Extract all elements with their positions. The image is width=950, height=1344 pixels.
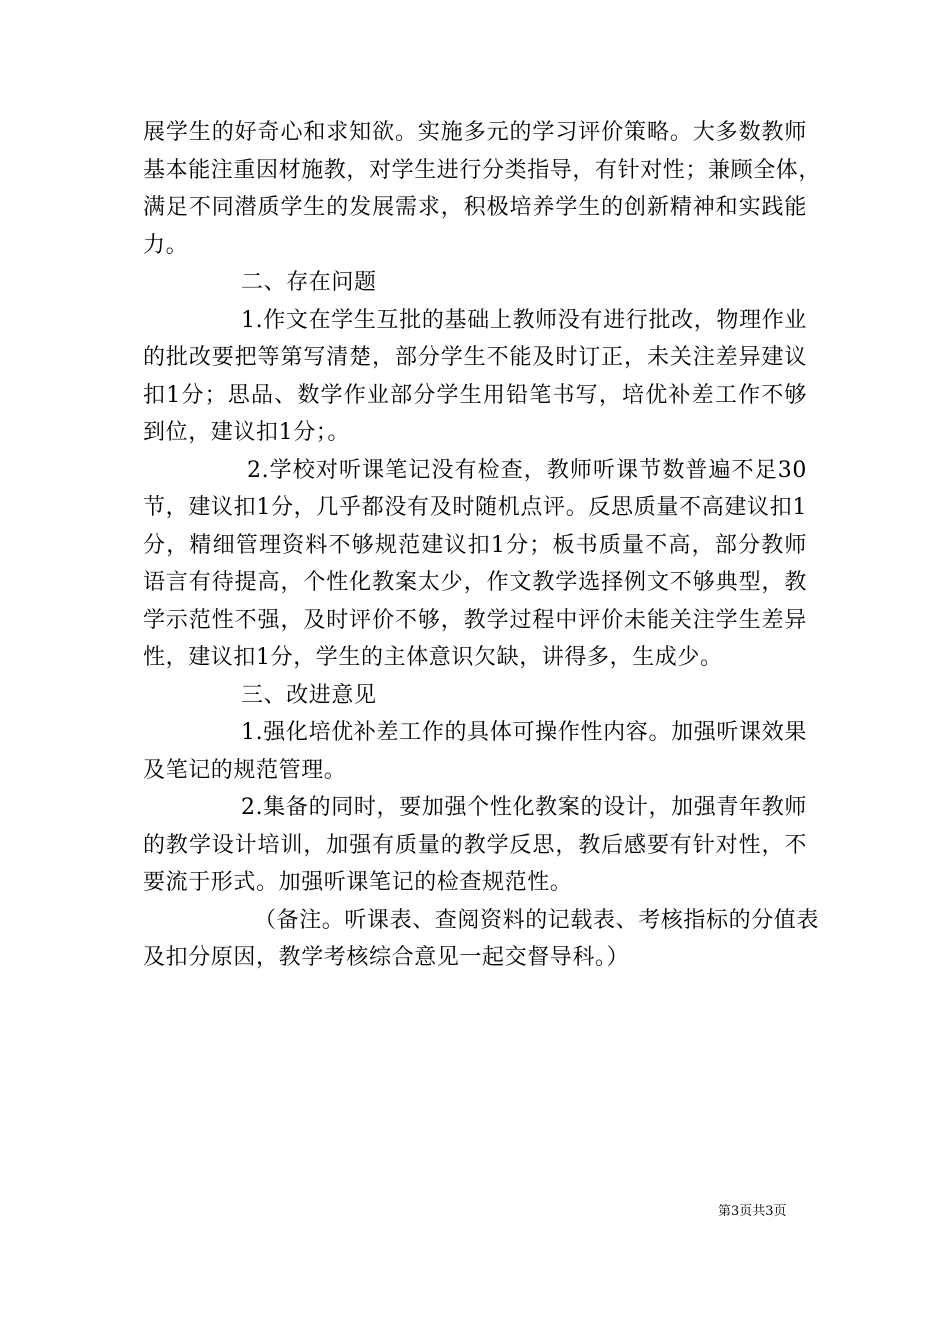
- paragraph-line: 到位，建议扣1分；。: [143, 420, 350, 445]
- paragraph-line: 1.作文在学生互批的基础上教师没有进行批改，物理作业: [241, 307, 807, 333]
- section-heading-suggestions: 三、改进意见: [241, 682, 377, 708]
- paragraph-line: 要流于形式。加强听课笔记的检查规范性。: [143, 870, 573, 895]
- paragraph-line: 展学生的好奇心和求知欲。实施多元的学习评价策略。大多数教师: [143, 120, 807, 145]
- paragraph-line: 1.强化培优补差工作的具体可操作性内容。加强听课效果: [241, 720, 807, 745]
- paragraph-line: 学示范性不强，及时评价不够，教学过程中评价未能关注学生差异: [143, 607, 807, 633]
- note-line: 及扣分原因，教学考核综合意见一起交督导科。）: [143, 945, 630, 970]
- page-number: 第3页共3页: [718, 1204, 787, 1219]
- note-line: （备注。听课表、查阅资料的记载表、考核指标的分值表: [254, 907, 820, 933]
- document-body: [143, 114, 822, 977]
- paragraph-line: 2.集备的同时，要加强个性化教案的设计，加强青年教师: [241, 795, 807, 820]
- paragraph-line: 性，建议扣1分，学生的主体意识欠缺，讲得多，生成少。: [143, 645, 723, 670]
- section-heading-problems: 二、存在问题: [241, 270, 377, 295]
- paragraph-line: 的批改要把等第写清楚，部分学生不能及时订正，未关注差异建议: [143, 345, 807, 370]
- paragraph-line: 力。: [143, 232, 189, 258]
- paragraph-line: 分，精细管理资料不够规范建议扣1分；板书质量不高，部分教师: [143, 532, 807, 558]
- paragraph-line: 及笔记的规范管理。: [143, 757, 347, 783]
- paragraph-line: 扣1分；思品、数学作业部分学生用铅笔书写，培优补差工作不够: [143, 382, 807, 408]
- paragraph-line: 语言有待提高，个性化教案太少，作文教学选择例文不够典型，教: [143, 570, 807, 595]
- paragraph-line: 节，建议扣1分，几乎都没有及时随机点评。反思质量不高建议扣1: [143, 495, 807, 520]
- paragraph-line: 2.学校对听课笔记没有检查，教师听课节数普遍不足30: [247, 457, 807, 483]
- paragraph-line: 的教学设计培训，加强有质量的教学反思，教后感要有针对性，不: [143, 832, 807, 858]
- paragraph-line: 满足不同潜质学生的发展需求，积极培养学生的创新精神和实践能: [143, 195, 807, 220]
- paragraph-line: 基本能注重因材施教，对学生进行分类指导，有针对性；兼顾全体，: [143, 157, 822, 183]
